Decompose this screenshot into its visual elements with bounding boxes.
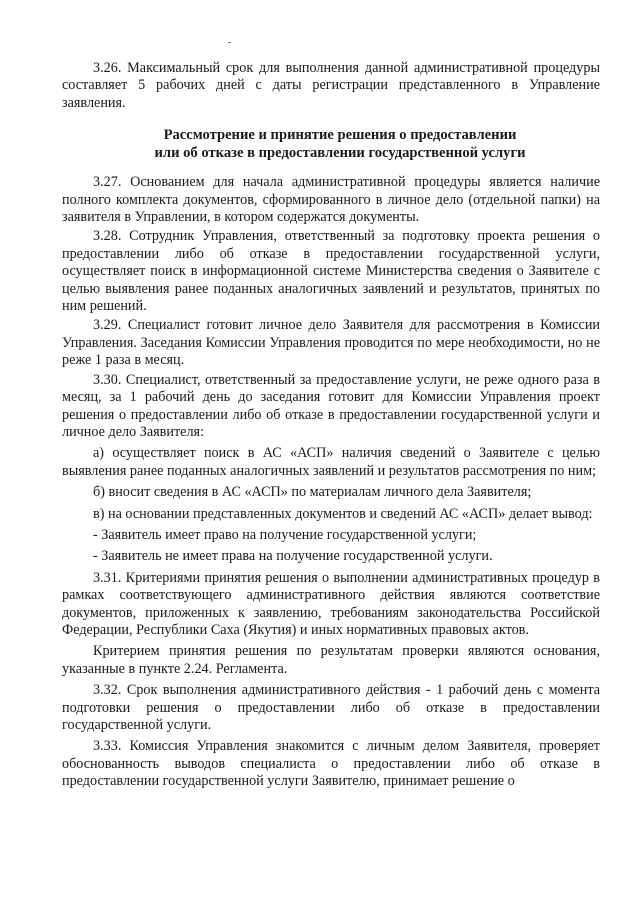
paragraph-3-33: 3.33. Комиссия Управления знакомится с личным делом Заявителя, проверяет обоснованность выводов специалиста о предоставлении либо об отказе в предоставлении государственной услуги Заявителю, принимает решение о — [62, 738, 600, 790]
paragraph-3-31: 3.31. Критериями принятия решения о выполнении административных процедур в рамках соответствующего административного действия являются соответствие документов, приложенных к заявлению, требованиям законодательства Российской Федерации, Республики Саха (Якутия) и иных нормативных правовых актов. — [62, 569, 600, 638]
paragraph-3-29: 3.29. Специалист готовит личное дело Заявителя для рассмотрения в Комиссии Управления. Заседания Комиссии Управления проводится по мере необходимости, но не реже 1 раза в месяц. — [62, 317, 600, 369]
paragraph-3-32: 3.32. Срок выполнения административного действия - 1 рабочий день с момента подготовки решения о предоставлении либо об отказе в предоставлении государственной услуги. — [62, 682, 600, 733]
section-heading-line-1: Рассмотрение и принятие решения о предоставлении — [163, 127, 517, 144]
list-item-b: б) вносит сведения в АС «АСП» по материалам личного дела Заявителя; — [93, 484, 532, 501]
scan-mark — [228, 42, 231, 43]
paragraph-3-27: 3.27. Основанием для начала административной процедуры является наличие полного комплекта документов, сформированного в личное дело (отдельной папки) на заявителя в Управлении, в котором содержатся документы. — [62, 174, 600, 226]
list-item-has-right: - Заявитель имеет право на получение государственной услуги; — [93, 526, 477, 543]
paragraph-3-26: 3.26. Максимальный срок для выполнения данной административной процедуры составляет 5 рабочих дней с даты регистрации представленного в Управление заявления. — [62, 60, 600, 111]
list-item-a: а) осуществляет поиск в АС «АСП» наличия сведений о Заявителе с целью выявления ранее поданных аналогичных заявлений и результатов рассмотрения по ним; — [62, 445, 600, 479]
section-heading — [62, 126, 600, 162]
list-item-no-right: - Заявитель не имеет права на получение государственной услуги. — [93, 548, 493, 565]
paragraph-3-30: 3.30. Специалист, ответственный за предоставление услуги, не реже одного раза в месяц, за 1 рабочий день до заседания готовит для Комиссии Управления проект решения о предоставлении либо об отказе в предоставлении государственной услуги и личное дело Заявителя: — [62, 371, 600, 440]
paragraph-3-28: 3.28. Сотрудник Управления, ответственный за подготовку проекта решения о предоставлении либо об отказе в предоставлении государственной услуги, осуществляет поиск в информационной системе Министерства сведения о Заявителе с целью выявления ранее поданных аналогичных заявлений и результатов, принятых по ним решений. — [62, 228, 600, 315]
paragraph-criterion: Критерием принятия решения по результатам проверки являются основания, указанные в пункте 2.24. Регламента. — [62, 643, 600, 677]
section-heading-line-2: или об отказе в предоставлении государственной услуги — [154, 145, 526, 162]
list-item-c: в) на основании представленных документов и сведений АС «АСП» делает вывод: — [93, 505, 593, 522]
